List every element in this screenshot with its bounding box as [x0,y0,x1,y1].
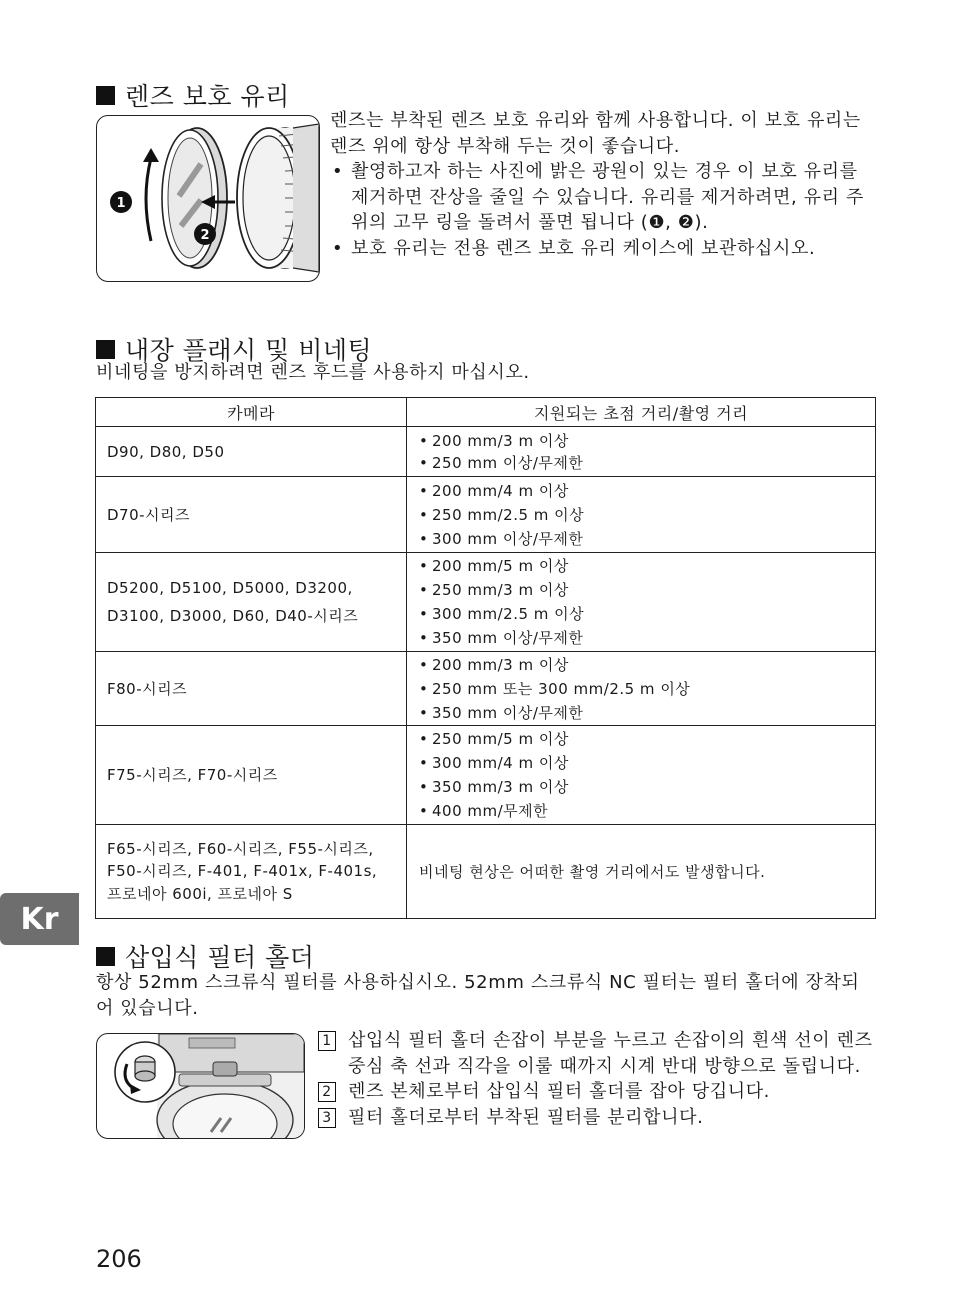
table-row [96,652,876,726]
distance-item: • 200 mm/3 m 이상 [419,430,863,452]
lens-protector-illustration [97,116,319,281]
page-number: 206 [96,1245,142,1273]
list-item: • 촬영하고자 하는 사진에 밝은 광원이 있는 경우 이 보호 유리를 제거하면 잔상을 줄일 수 있습니다. 유리를 제거하려면, 유리 주위의 고무 링을 돌려서 풀면 됩니다 (❶, ❷). [330,159,875,236]
heading-text: 내장 플래시 및 비네팅 [125,336,373,365]
step-3 [318,1105,876,1131]
distance-item: • 200 mm/4 m 이상 [419,479,863,503]
step-text: 필터 홀더로부터 부착된 필터를 분리합니다. [348,1106,704,1128]
table-row [96,553,876,652]
step-number: 2 [318,1082,336,1102]
heading-text: 삽입식 필터 홀더 [125,943,315,972]
filter-holder-intro: 항상 52mm 스크류식 필터를 사용하십시오. 52mm 스크류식 NC 필터는 필터 홀더에 장착되어 있습니다. [96,972,860,1019]
camera-cell: F80-시리즈 [96,652,407,726]
camera-cell: F75-시리즈, F70-시리즈 [96,726,407,825]
vignetting-table [95,397,876,919]
table-row [96,477,876,553]
table-row [96,825,876,919]
camera-cell: F65-시리즈, F60-시리즈, F55-시리즈, F50-시리즈, F-401, F-401x, F-401s, 프로네아 600i, 프로네아 S [96,825,407,919]
lens-protector-intro: 렌즈는 부착된 렌즈 보호 유리와 함께 사용합니다. 이 보호 유리는 렌즈 위에 항상 부착해 두는 것이 좋습니다. [330,110,861,157]
heading-square-marker [96,947,115,966]
list-item: • 보호 유리는 전용 렌즈 보호 유리 케이스에 보관하십시오. [330,236,875,262]
distance-item: • 350 mm/3 m 이상 [419,775,863,799]
filter-holder-illustration [97,1034,304,1138]
distance-cell [407,726,876,825]
distance-cell [407,553,876,652]
distance-item: • 350 mm 이상/무제한 [419,626,863,650]
svg-text:2: 2 [200,228,210,243]
heading-square-marker [96,86,115,105]
distance-item: • 250 mm/2.5 m 이상 [419,503,863,527]
distance-note-cell: 비네팅 현상은 어떠한 촬영 거리에서도 발생합니다. [407,825,876,919]
table-row [96,726,876,825]
distance-item: • 400 mm/무제한 [419,799,863,823]
distance-item: • 350 mm 이상/무제한 [419,701,863,725]
distance-item: • 300 mm/4 m 이상 [419,751,863,775]
lens-protector-figure [96,115,320,282]
table-header-distance: 지원되는 초점 거리/촬영 거리 [407,398,876,427]
language-tab: Kr [0,893,79,945]
distance-item: • 300 mm 이상/무제한 [419,527,863,551]
section-heading-lens-protector [96,77,290,113]
lens-protector-text [330,108,875,261]
filter-holder-steps [318,1028,876,1130]
filter-holder-figure [96,1033,305,1139]
step-1 [318,1028,876,1079]
camera-cell: D5200, D5100, D5000, D3200, D3100, D3000, D60, D40-시리즈 [96,553,407,652]
step-2 [318,1079,876,1105]
distance-cell [407,477,876,553]
step-text: 삽입식 필터 홀더 손잡이 부분을 누르고 손잡이의 흰색 선이 렌즈 중심 축 선과 직각을 이룰 때까지 시계 반대 방향으로 돌립니다. [348,1030,873,1077]
flash-vignetting-intro: 비네팅을 방지하려면 렌즈 후드를 사용하지 마십시오. [96,362,530,383]
step-number: 3 [318,1108,336,1128]
distance-item: • 250 mm/5 m 이상 [419,727,863,751]
table-header-camera: 카메라 [96,398,407,427]
section-heading-filter-holder [96,938,314,974]
svg-text:1: 1 [116,196,126,211]
camera-cell: D90, D80, D50 [96,427,407,477]
table-header-row [96,398,876,427]
vignetting-table-wrap [95,397,876,919]
heading-square-marker [96,340,115,359]
distance-item: • 200 mm/5 m 이상 [419,554,863,578]
distance-item: • 300 mm/2.5 m 이상 [419,602,863,626]
step-number: 1 [318,1031,336,1051]
distance-item: • 250 mm/3 m 이상 [419,578,863,602]
distance-item: • 200 mm/3 m 이상 [419,653,863,677]
lens-protector-bullets [330,159,875,261]
distance-cell [407,652,876,726]
table-row [96,427,876,477]
distance-item: • 250 mm 이상/무제한 [419,452,863,474]
distance-item: • 250 mm 또는 300 mm/2.5 m 이상 [419,677,863,701]
distance-cell [407,427,876,477]
heading-text: 렌즈 보호 유리 [125,82,290,111]
step-text: 렌즈 본체로부터 삽입식 필터 홀더를 잡아 당깁니다. [348,1081,770,1102]
camera-cell: D70-시리즈 [96,477,407,553]
